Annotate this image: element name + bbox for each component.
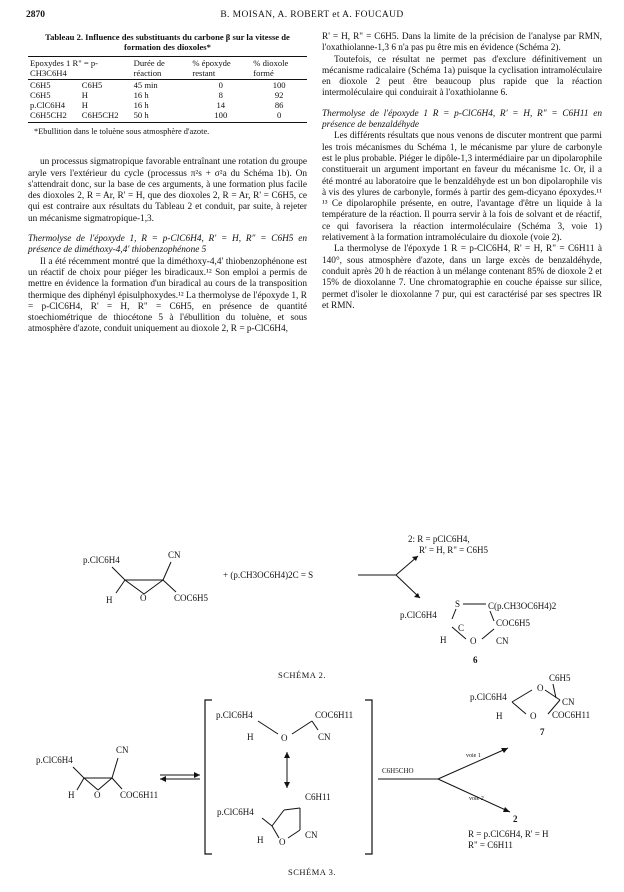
s3-ylide-o: O: [281, 733, 288, 743]
s3-ylide-h: H: [247, 732, 254, 742]
s7-cn: CN: [562, 697, 575, 707]
section-title: Thermolyse de l'époxyde 1, R = p-ClC6H4, R' = H, R" = C6H5 en présence de diméthoxy-4,4' thiobenzophénone 5: [28, 234, 307, 256]
bond: [284, 808, 300, 810]
bond: [512, 702, 526, 714]
section-title: Thermolyse de l'époxyde 1 R = p-ClC6H4, R' = H, R" = C6H11 en présence de benzaldéhyde: [322, 108, 602, 131]
scheme-3-label: SCHÉMA 3.: [288, 867, 336, 877]
cell-epoxyde: 8: [218, 90, 223, 100]
bond: [452, 609, 456, 619]
cell-epoxyde: 14: [216, 100, 226, 110]
cell-duree: 16 h: [133, 90, 149, 100]
s3-ring-substituent: p.ClC6H4: [217, 807, 254, 817]
left-bracket: [205, 700, 212, 854]
s2-epoxide-h: H: [106, 595, 113, 605]
s3-epoxide-cn: CN: [116, 745, 129, 755]
s7-h: H: [496, 711, 503, 721]
s3-reagent: C6H5CHO: [382, 767, 414, 775]
arrow-head: [284, 782, 290, 788]
bond: [77, 778, 84, 790]
cell-duree: 50 h: [132, 110, 191, 123]
voie-1-label: voie 1: [466, 753, 481, 759]
col-header-dioxole: % dioxole formé: [251, 57, 307, 80]
cell-r: C6H5: [30, 80, 51, 90]
s3-ylide-substituent: p.ClC6H4: [216, 710, 253, 720]
s3-product2-line2: R" = C6H11: [468, 840, 513, 850]
right-bracket: [365, 700, 372, 854]
s3-ring-o: O: [279, 837, 286, 847]
s2-reagent: + (p.CH3OC6H4)2C = S: [223, 570, 314, 580]
bond: [258, 721, 278, 734]
paragraph: Il a été récemment montré que la diméthoxy-4,4' thiobenzophénone est un réactif de choix pour piéger les biradicaux.¹² Son emploi a permis de mettre en évidence la formation d'un biradical au cours de la transposition thermique des diphényl épisulphoxydes.¹² La thermolyse de l'époxyde 1, R = p-ClC6H4, R' = H, R" = C6H5, en présence de quantité stoechiométrique de thiocétone 5 à l'ébullition du toluène, et sous atmosphère d'azote, conduit uniquement au dioxole 2, R = p-ClC6H4,: [28, 256, 307, 335]
s2-product2-line1: 2: R = pClC6H4,: [408, 534, 470, 544]
s3-epoxide-coc: COC6H11: [120, 790, 159, 800]
cell-r-prime: C6H5CH2: [80, 110, 132, 123]
s6-coc: COC6H5: [496, 618, 531, 628]
bond: [112, 758, 118, 778]
scheme-3: [36, 673, 590, 877]
bond: [490, 611, 494, 621]
cell-r-prime: H: [81, 90, 89, 100]
paragraph: La thermolyse de l'époxyde 1 R = p-ClC6H4, R' = H, R" = C6H11 à 140°, sous atmosphère d'azote, dans un large excès de benzaldéhyde, conduit après 20 h de réaction à un mélange contenant 85% de dioxole 2 et 15% de dioxolanne 7. Une chromatographie en couche épaisse sur silice, permet d'isoler le dioxolanne 7 pur, qui est caractérisé par ses spectres IR et RMN.: [322, 244, 602, 311]
cell-r: C6H5: [30, 90, 51, 100]
s6-h: H: [440, 635, 447, 645]
cell-dioxole: 0: [251, 110, 307, 123]
bond: [112, 567, 125, 580]
voie-2-label: voie 2: [469, 796, 484, 802]
paragraph: Les différents résultats que nous venons de discuter montrent que parmi les trois mécanismes du Schéma 1, le mécanisme par ylure de carbonyle est le plus probable. Piéger le dipôle-1,3 intermédiaire par un dipolarophile constituerait un argument important en faveur du mécanisme 1c. Or, il a été montré au laboratoire que le benzaldéhyde est un bon dipolarophile vis à vis des ylures de carbonyle, formés à partir des gem-dicyano époxydes.¹¹ ¹³ Ce dipolarophile présente, en outre, l'avantage d'être un liquide à la température de la réaction. Il pourra servir à la fois de solvant et de réactif, ce qui favorisera la réaction intermoléculaire (Schéma 3, voie 1) relativement à la formation intramoléculaire du dioxole (voie 2).: [322, 131, 602, 244]
col-header-duree: Durée de réaction: [132, 57, 191, 80]
s2-epoxide-cn: CN: [168, 550, 181, 560]
s3-ring-cn: CN: [305, 830, 318, 840]
s3-ring-h: H: [257, 835, 264, 845]
s6-number: 6: [473, 655, 478, 665]
cell-dioxole: 86: [274, 100, 284, 110]
s2-epoxide-coc: COC6H5: [174, 593, 209, 603]
bond: [288, 830, 300, 838]
s3-product2-line1: R = p.ClC6H4, R' = H: [468, 829, 549, 839]
s7-coc: COC6H11: [552, 710, 591, 720]
s3-ylide-cn: CN: [318, 732, 331, 742]
cell-dioxole: 100: [272, 80, 286, 90]
page-number: 2870: [26, 10, 45, 20]
bond: [144, 580, 163, 594]
arrow-head: [160, 776, 166, 782]
bond: [292, 721, 312, 734]
bond: [545, 690, 560, 700]
bond: [262, 818, 272, 826]
table-footnote: *Ebullition dans le toluène sous atmosphère d'azote.: [34, 127, 210, 136]
s3-product2-number: 2: [513, 814, 518, 824]
s6-substituent: p.ClC6H4: [400, 610, 437, 620]
s3-ylide-coc: COC6H11: [315, 710, 354, 720]
arrow-head: [194, 772, 200, 778]
s3-ring-c6h11: C6H11: [305, 792, 331, 802]
arrow-line: [396, 575, 420, 598]
bond: [482, 629, 494, 639]
cell-dioxole: 92: [274, 90, 284, 100]
s7-o2: O: [530, 711, 537, 721]
cell-duree: 45 min: [133, 80, 158, 90]
s6-s: S: [455, 599, 461, 609]
running-authors: B. MOISAN, A. ROBERT et A. FOUCAUD: [220, 10, 404, 20]
cell-r-prime: C6H5: [81, 80, 103, 90]
bond: [312, 721, 318, 730]
s3-epoxide-o: O: [94, 790, 101, 800]
table-caption: Tableau 2. Influence des substituants du carbone β sur la vitesse de formation des dioxoles*: [45, 32, 290, 52]
s7-substituent: p.ClC6H4: [470, 692, 507, 702]
s3-epoxide-h: H: [68, 790, 75, 800]
bond: [84, 778, 98, 790]
col-header-epoxydes: Epoxydes 1 R" = p-CH3C6H4: [28, 57, 132, 80]
s7-number: 7: [540, 727, 545, 737]
bond: [112, 778, 122, 789]
bond: [272, 826, 279, 838]
cell-epoxyde: 0: [218, 80, 223, 90]
scheme-2: [83, 534, 556, 680]
paragraph: Toutefois, ce résultat ne permet pas d'exclure définitivement un mécanisme radicalaire (Schéma 1a) puisque la cyclisation intramoléculaire en dioxole 2 peut être beaucoup plus rapide que la réaction intermoléculaire qui conduirait à l'oxathiolanne 6.: [322, 54, 602, 99]
s2-epoxide-substituent: p.ClC6H4: [83, 555, 120, 565]
bond: [125, 580, 144, 594]
arrow-head: [284, 752, 290, 758]
cell-duree: 16 h: [133, 100, 149, 110]
s3-epoxide-substituent: p.ClC6H4: [36, 755, 73, 765]
s7-c6h5: C6H5: [549, 673, 571, 683]
paragraph: R' = H, R" = C6H5. Dans la limite de la précision de l'analyse par RMN, l'oxathiolanne-1,3 6 n'a pas pu être mis en évidence (Schéma 2).: [322, 32, 602, 54]
arrow-head: [503, 807, 510, 812]
s6-o: O: [470, 636, 477, 646]
s2-product2-line2: R' = H, R" = C6H5: [419, 545, 488, 555]
cell-r-prime: H: [81, 100, 89, 110]
col-header-epoxyde: % époxyde restant: [190, 57, 251, 80]
bond: [163, 562, 171, 580]
cell-r: C6H5CH2: [28, 110, 80, 123]
paragraph: un processus sigmatropique favorable entraînant une rotation du groupe aryle vers l'extérieur du cycle (processus π²s + σ²a du Schéma 1b). On s'attendrait donc, sur la base de ces arguments, à une formation plus facile des dioxoles 2, R = Ar, R' = H, que des dioxoles 2, R = Ar, R' = C6H5, ce qui est contraire aux résultats du Tableau 2 et conduit, par suite, à rejeter un mécanisme sigmatropique-1,3.: [28, 157, 307, 224]
bond: [98, 778, 112, 790]
bond: [272, 810, 284, 826]
scheme-2-label: SCHÉMA 2.: [278, 670, 326, 680]
bond: [73, 767, 84, 778]
s6-top: C(p.CH3OC6H4)2: [488, 601, 557, 611]
bond: [512, 690, 532, 702]
s2-epoxide-o: O: [140, 593, 147, 603]
bond: [116, 580, 125, 593]
s6-cn: CN: [496, 636, 509, 646]
s6-c: C: [458, 623, 465, 633]
cell-r: p.ClC6H4: [30, 100, 66, 110]
bond: [163, 580, 176, 592]
s7-o: O: [537, 683, 544, 693]
cell-epoxyde: 100: [190, 110, 251, 123]
